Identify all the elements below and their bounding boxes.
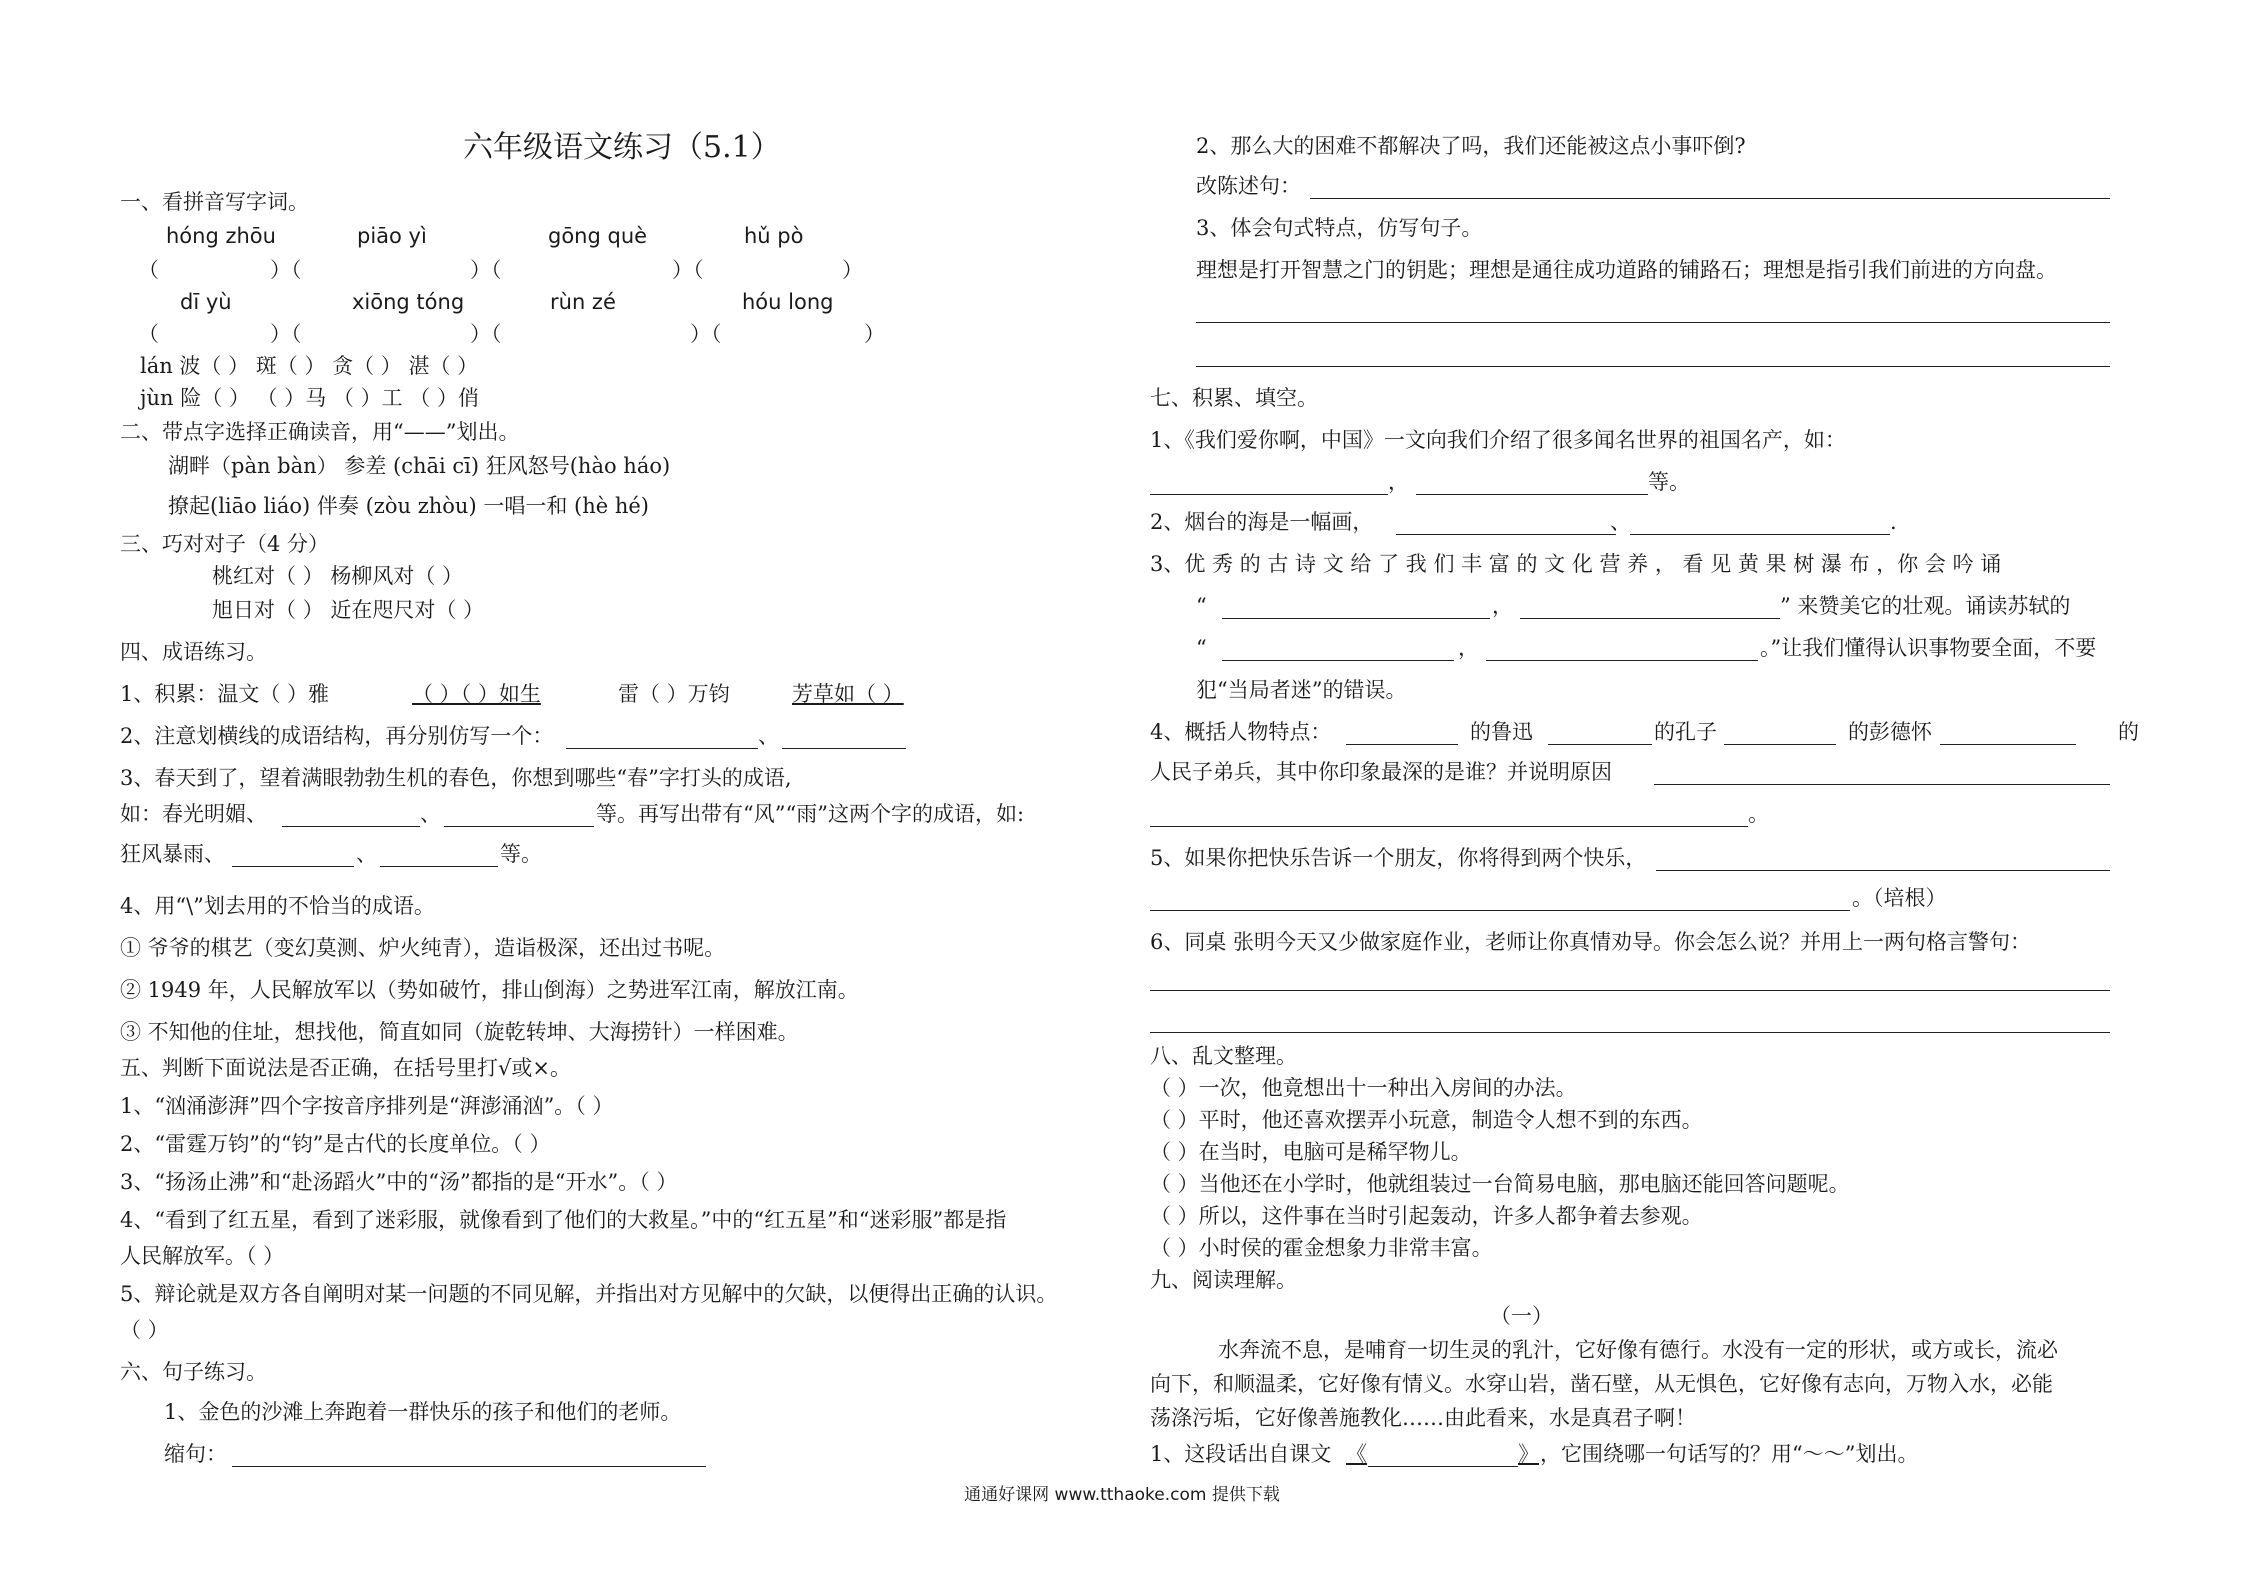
s7-q1-tail: 等。 [1648, 470, 1690, 494]
s7-q3-blank-2[interactable] [1520, 618, 1780, 619]
s9-q1-open: 《 [1346, 1442, 1367, 1466]
s4-q1b: （ ）（ ）如生 [412, 682, 541, 706]
s4-q3c: 狂风暴雨、 [120, 842, 225, 866]
s7-q2: 2、烟台的海是一幅画， [1150, 510, 1374, 534]
s7-q3-blank-3[interactable] [1222, 660, 1454, 661]
s4-q3a: 3、春天到了，望着满眼勃勃生机的春色，你想到哪些“春”字打头的成语, [120, 766, 792, 790]
section-8-heading: 八、乱文整理。 [1150, 1044, 1297, 1068]
s7-q3d: 犯“当局者迷”的错误。 [1196, 678, 1407, 702]
s4-q3b-sep: 、 [420, 802, 441, 826]
s7-q6-blank-2[interactable] [1150, 1032, 2110, 1033]
s8-item-6: （ ）小时侯的霍金想象力非常丰富。 [1150, 1236, 1493, 1260]
s4-q3c-sep: 、 [356, 842, 377, 866]
s7-q4a-3: 的孔子 [1654, 720, 1717, 744]
s5-q2: 2、“雷霆万钧”的“钧”是古代的长度单位。（ ） [120, 1132, 551, 1156]
s7-q1-blank-1[interactable] [1150, 494, 1388, 495]
s9-q1d: ，它围绕哪一句话写的？用“～～”划出。 [1540, 1442, 1919, 1466]
s7-q4-blank-4[interactable] [1940, 744, 2076, 745]
section-7-heading: 七、积累、填空。 [1150, 386, 1318, 410]
s8-item-2: （ ）平时，他还喜欢摆弄小玩意，制造令人想不到的东西。 [1150, 1108, 1703, 1132]
section-3-heading: 三、巧对对子（4 分） [120, 532, 330, 556]
s7-q2-tail: . [1890, 510, 1897, 534]
pinyin-6: xiōng tóng [352, 290, 465, 314]
s4-q4: 4、用“\”划去用的不恰当的成语。 [120, 894, 435, 918]
s7-q5-tail: 。（培根） [1852, 886, 1947, 910]
s4-q4-2: ② 1949 年，人民解放军以（势如破竹，排山倒海）之势进军江南，解放江南。 [120, 978, 859, 1002]
s7-q4a-2: 的鲁迅 [1470, 720, 1533, 744]
s7-q1: 1、《我们爱你啊，中国》一文向我们介绍了很多闻名世界的祖国名产，如： [1150, 428, 1846, 452]
s7-q4-blank-5[interactable] [1654, 784, 2110, 785]
s4-q1d: 芳草如（ ） [792, 682, 904, 706]
s8-item-5: （ ）所以，这件事在当时引起轰动，许多人都争着去参观。 [1150, 1204, 1703, 1228]
paren-2c: ）（ [470, 322, 502, 346]
s3-row-1: 桃红对（ ） 杨柳风对（ ） [212, 564, 464, 588]
s7-q6: 6、同桌 张明今天又少做家庭作业，老师让你真情劝导。你会怎么说？并用上一两句格言警句： [1150, 930, 2032, 954]
s4-q2-sep: 、 [758, 724, 779, 748]
paren-2a: （ [138, 322, 159, 346]
s6-q2-label: 改陈述句： [1196, 174, 1301, 198]
s9-q1-close: 》 [1518, 1442, 1539, 1466]
s7-q3c-sep: ， [1458, 636, 1479, 660]
s4-q4-3: ③ 不知他的住址，想找他，简直如同（旋乾转坤、大海捞针）一样困难。 [120, 1020, 799, 1044]
s7-q4-blank-3[interactable] [1724, 744, 1836, 745]
s8-item-4: （ ）当他还在小学时，他就组装过一台简易电脑，那电脑还能回答问题呢。 [1150, 1172, 1850, 1196]
s7-q4-blank-1[interactable] [1346, 744, 1458, 745]
s9-subheading: （一） [1490, 1304, 1553, 1328]
s7-q1-blank-2[interactable] [1416, 494, 1648, 495]
s7-q5-blank-1[interactable] [1656, 870, 2110, 871]
paren-1b: ）（ [270, 258, 302, 282]
pinyin-2: piāo yì [357, 224, 427, 248]
s7-q4c: 。 [1748, 802, 1769, 826]
s7-q2-blank-2[interactable] [1630, 534, 1890, 535]
pinyin-4: hǔ pò [744, 224, 804, 248]
s4-q3b: 如：春光明媚、 [120, 802, 267, 826]
s9-q1a: 1、这段话出自课文 [1150, 1442, 1332, 1466]
s7-q4a-4: 的彭德怀 [1848, 720, 1932, 744]
paren-1d: ）（ [672, 258, 704, 282]
s7-q3-blank-4[interactable] [1486, 660, 1758, 661]
section-1-heading: 一、看拼音写字词。 [120, 190, 309, 214]
s2-row-1: 湖畔（pàn bàn） 参差 (chāi cī) 狂风怒号(hào háo) [168, 454, 671, 478]
section-5-heading: 五、判断下面说法是否正确，在括号里打√或×。 [120, 1056, 571, 1080]
s9-para-2: 向下，和顺温柔，它好像有情义。水穿山岩，凿石壁，从无惧色，它好像有志向，万物入水，必能 [1150, 1372, 2053, 1396]
s4-q2-blank-1[interactable] [566, 748, 758, 749]
s6-q2: 2、那么大的困难不都解决了吗，我们还能被这点小事吓倒? [1196, 134, 1746, 158]
pinyin-1: hóng zhōu [166, 224, 276, 248]
paren-2d: ）（ [690, 322, 722, 346]
pinyin-3: gōng què [548, 224, 648, 248]
s4-q2-blank-2[interactable] [782, 748, 906, 749]
paren-1e: ） [842, 258, 863, 282]
s6-q1-blank[interactable] [232, 1466, 706, 1467]
paren-2e: ） [864, 322, 885, 346]
s7-q4a-5: 的 [2118, 720, 2139, 744]
s6-q3-blank-2[interactable] [1196, 366, 2110, 367]
s7-q3b-tail: ” 来赞美它的壮观。诵读苏轼的 [1780, 594, 2071, 618]
s7-q6-blank-1[interactable] [1150, 990, 2110, 991]
jun-row: jùn 险（ ） （ ）马 （ ）工 （ ）俏 [140, 386, 479, 410]
s7-q4-blank-6[interactable] [1150, 826, 1748, 827]
s5-q3: 3、“扬汤止沸”和“赴汤蹈火”中的“汤”都指的是“开水”。（ ） [120, 1170, 678, 1194]
pinyin-7: rùn zé [550, 290, 616, 314]
section-4-heading: 四、成语练习。 [120, 640, 267, 664]
s7-q3a: 3、优 秀 的 古 诗 文 给 了 我 们 丰 富 的 文 化 营 养 ， 看 见 黄 果 树 瀑 布 ，你 会 吟 诵 [1150, 552, 2002, 576]
s7-q3c-open: “ [1196, 636, 1207, 660]
s6-q1: 1、金色的沙滩上奔跑着一群快乐的孩子和他们的老师。 [164, 1400, 682, 1424]
s9-q1-blank[interactable] [1368, 1466, 1518, 1467]
s6-q1-label: 缩句： [164, 1442, 227, 1466]
paren-1a: （ [138, 258, 159, 282]
s7-q1-sep: ， [1388, 470, 1409, 494]
s5-q5b: （ ） [120, 1318, 169, 1342]
s7-q3-blank-1[interactable] [1222, 618, 1490, 619]
s7-q4a: 4、概括人物特点： [1150, 720, 1332, 744]
s4-q3c-tail: 等。 [500, 842, 542, 866]
s6-q3-blank-1[interactable] [1196, 322, 2110, 323]
s5-q4a: 4、“看到了红五星，看到了迷彩服，就像看到了他们的大救星。”中的“红五星”和“迷彩服”都是指 [120, 1208, 1007, 1232]
s4-q3-blank-2[interactable] [444, 826, 594, 827]
s4-q3-blank-1[interactable] [282, 826, 420, 827]
s7-q2-blank-1[interactable] [1396, 534, 1616, 535]
s7-q2-sep: 、 [1610, 510, 1631, 534]
page-title: 六年级语文练习（5.1） [463, 130, 781, 165]
s8-item-1: （ ）一次，他竟想出十一种出入房间的办法。 [1150, 1076, 1577, 1100]
s7-q5-blank-2[interactable] [1150, 910, 1850, 911]
s4-q3b-tail: 等。再写出带有“风”“雨”这两个字的成语，如: [596, 802, 1025, 826]
s4-q2: 2、注意划横线的成语结构，再分别仿写一个： [120, 724, 554, 748]
s5-q5a: 5、辩论就是双方各自阐明对某一问题的不同见解，并指出对方见解中的欠缺，以便得出正确的认识。 [120, 1282, 1058, 1306]
section-2-heading: 二、带点字选择正确读音，用“——”划出。 [120, 420, 520, 444]
s2-row-2: 撩起(liāo liáo) 伴奏 (zòu zhòu) 一唱一和 (hè hé) [168, 494, 649, 518]
s7-q3c-tail: 。”让我们懂得认识事物要全面，不要 [1760, 636, 2097, 660]
s7-q5: 5、如果你把快乐告诉一个朋友，你将得到两个快乐， [1150, 846, 1647, 870]
footer-credit: 通通好课网 www.tthaoke.com 提供下载 [964, 1485, 1280, 1505]
paren-1c: ）（ [470, 258, 502, 282]
section-6-heading: 六、句子练习。 [120, 1360, 267, 1384]
s6-q3: 3、体会句式特点，仿写句子。 [1196, 216, 1483, 240]
s3-row-2: 旭日对（ ） 近在咫尺对（ ） [212, 598, 485, 622]
s4-q3-blank-3[interactable] [232, 866, 354, 867]
s9-para-1: 水奔流不息，是哺育一切生灵的乳汁，它好像有德行。水没有一定的形状，或方或长，流必 [1218, 1338, 2058, 1362]
s7-q3b-open: “ [1196, 594, 1207, 618]
s6-q3-example: 理想是打开智慧之门的钥匙；理想是通往成功道路的铺路石；理想是指引我们前进的方向盘。 [1196, 258, 2057, 282]
s7-q4-blank-2[interactable] [1548, 744, 1652, 745]
s5-q4b: 人民解放军。（ ） [120, 1244, 285, 1268]
s4-q1a: 1、积累：温文（ ）雅 [120, 682, 330, 706]
s4-q4-1: ① 爷爷的棋艺（变幻莫测、炉火纯青），造诣极深，还出过书呢。 [120, 936, 726, 960]
s4-q3-blank-4[interactable] [380, 866, 498, 867]
lan-row: lán 波（ ） 斑（ ） 贪（ ） 湛（ ） [140, 354, 479, 378]
s5-q1: 1、“汹涌澎湃”四个字按音序排列是“湃澎涌汹”。（ ） [120, 1094, 614, 1118]
s7-q3b-sep: ， [1492, 594, 1513, 618]
section-9-heading: 九、阅读理解。 [1150, 1268, 1297, 1292]
s6-q2-blank[interactable] [1310, 198, 2110, 199]
pinyin-8: hóu long [742, 290, 834, 314]
pinyin-5: dī yù [180, 290, 232, 314]
s4-q1c: 雷（ ）万钧 [618, 682, 730, 706]
s9-para-3: 荡涤污垢，它好像善施教化……由此看来，水是真君子啊！ [1150, 1406, 1696, 1430]
paren-2b: ）（ [270, 322, 302, 346]
s7-q4b: 人民子弟兵，其中你印象最深的是谁？并说明原因 [1150, 760, 1612, 784]
s8-item-3: （ ）在当时，电脑可是稀罕物儿。 [1150, 1140, 1472, 1164]
